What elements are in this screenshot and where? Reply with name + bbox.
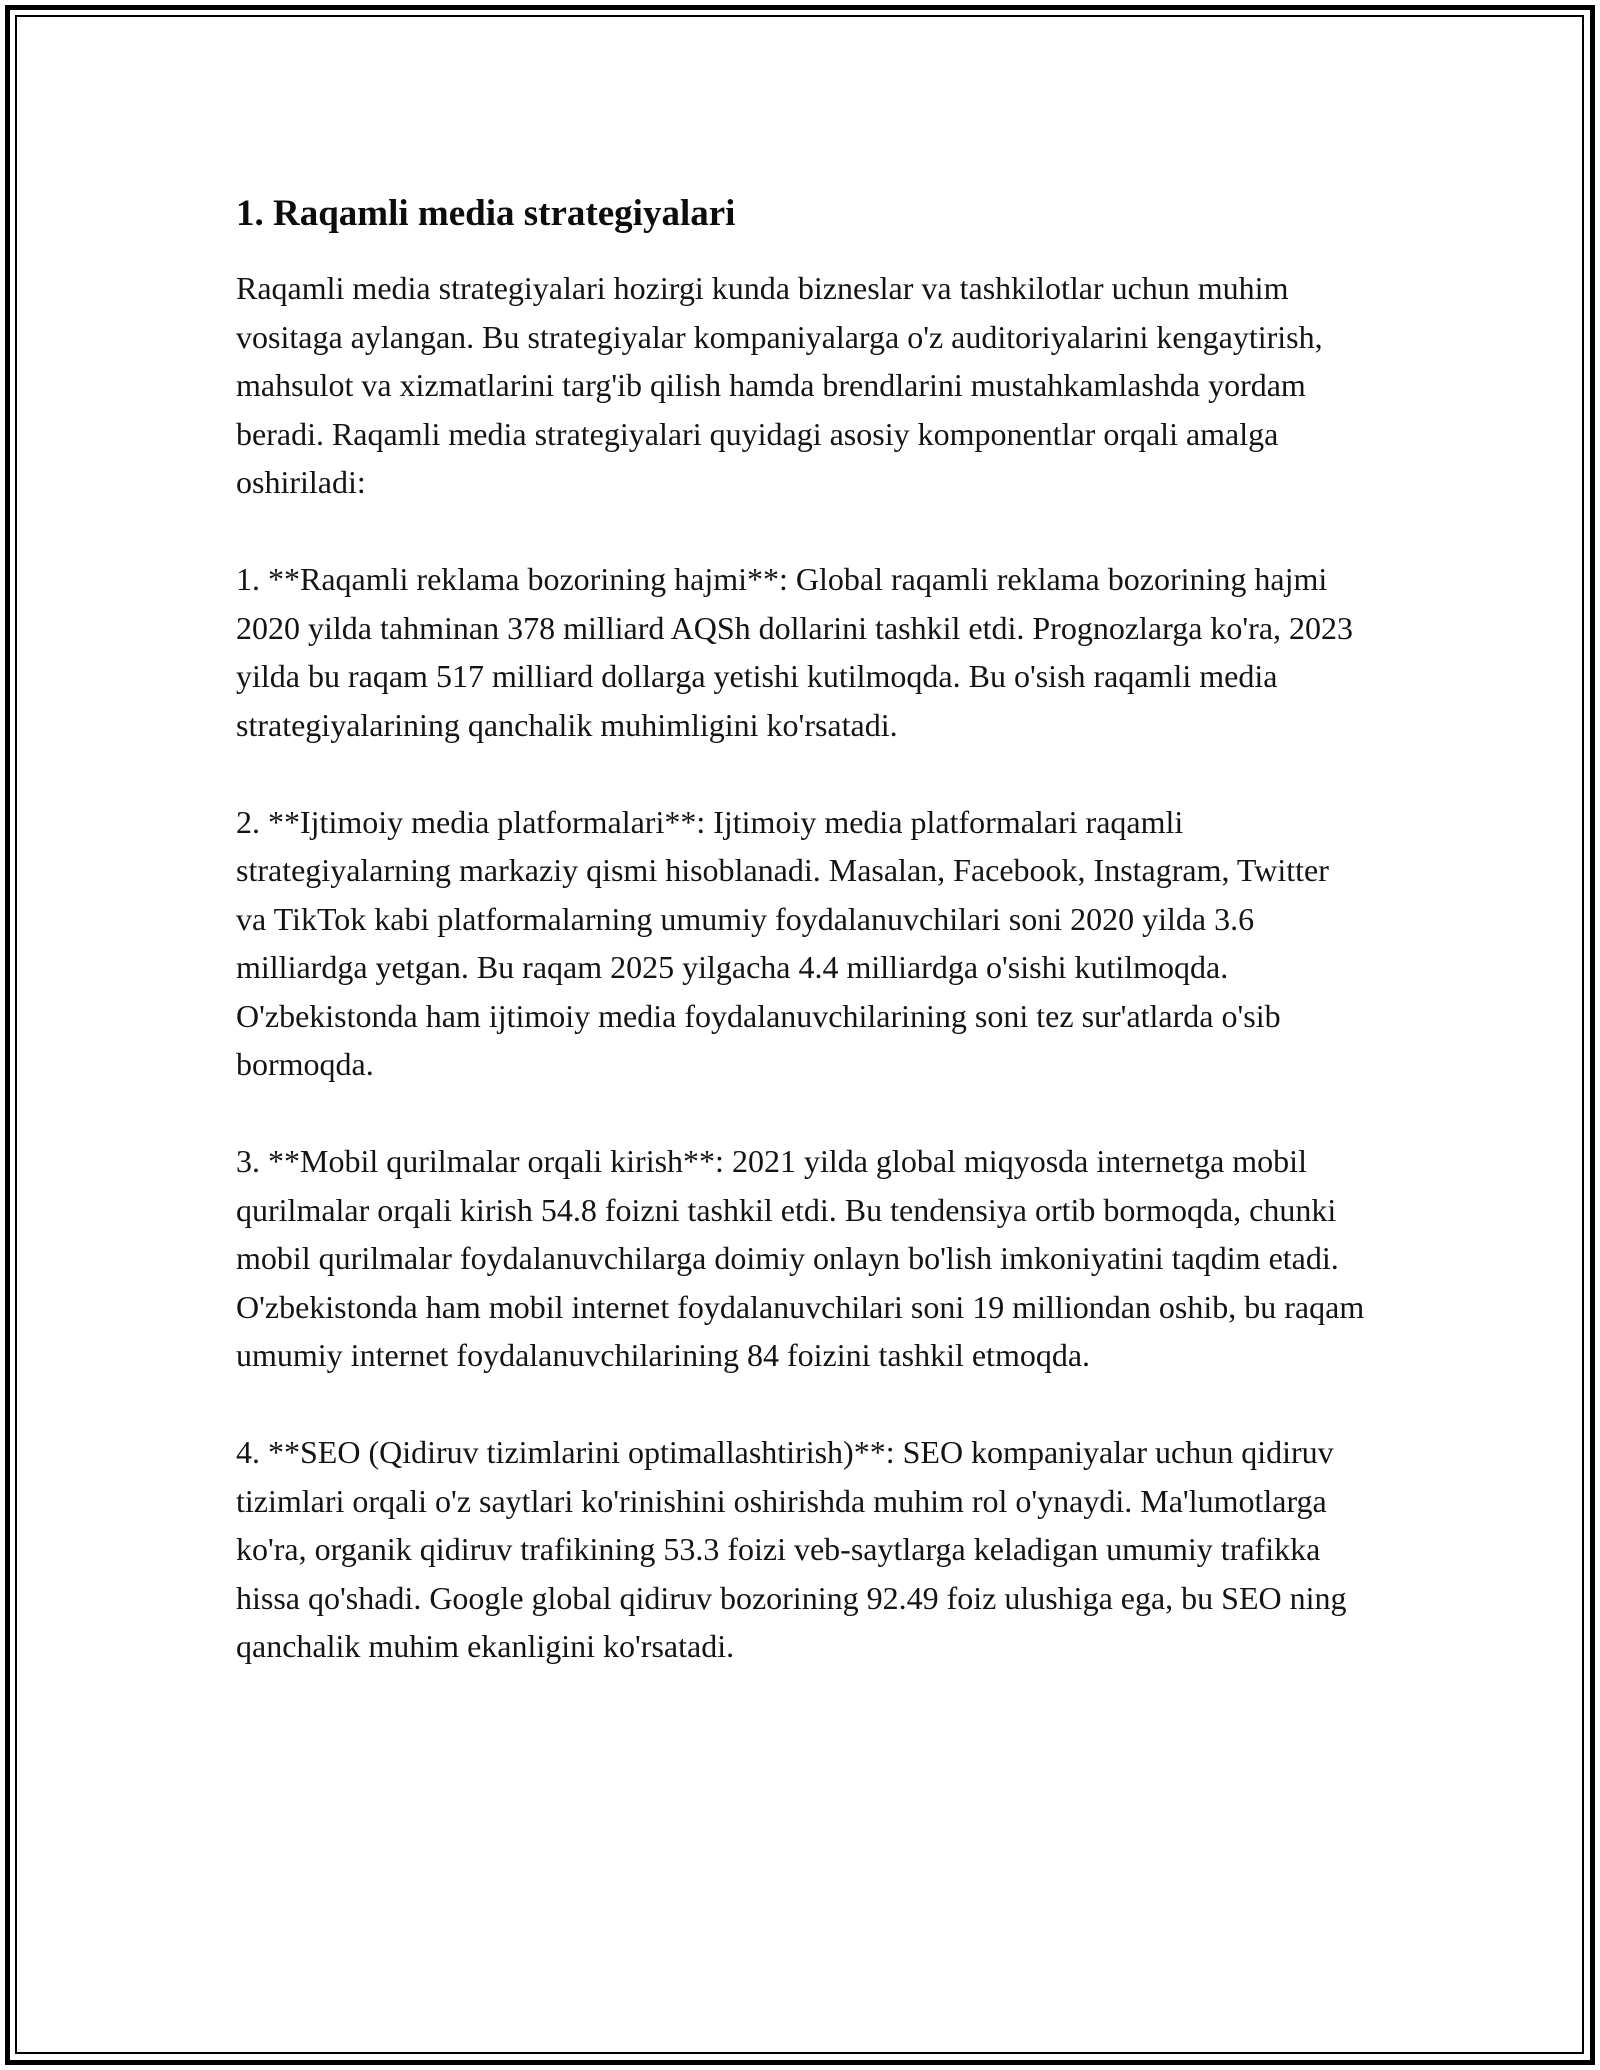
section-heading: 1. Raqamli media strategiyalari [236,193,736,234]
document-body [236,190,1366,1671]
list-item-mobile-access: 3. **Mobil qurilmalar orqali kirish**: 2021 yilda global miqyosda internetga mobil qurilmalar orqali kirish 54.8 foizni tashkil etdi. Bu tendensiya ortib bormoqda, chunki mobil qurilmalar foydalanuvchilarga doimiy onlayn bo'lish imkoniyatini taqdim etadi. O'zbekistonda ham mobil internet foydalanuvchilari soni 19 milliondan oshib, bu raqam umumiy internet foydalanuvchilarining 84 foizini tashkil etmoqda. [236,1143,1365,1373]
list-item-ad-market: 1. **Raqamli reklama bozorining hajmi**: Global raqamli reklama bozorining hajmi 2020 yilda tahminan 378 milliard AQSh dollarini tashkil etdi. Prognozlarga ko'ra, 2023 yilda bu raqam 517 milliard dollarga yetishi kutilmoqda. Bu o'sish raqamli media strategiyalarining qanchalik muhimligini ko'rsatadi. [236,561,1354,743]
list-item-seo: 4. **SEO (Qidiruv tizimlarini optimallashtirish)**: SEO kompaniyalar uchun qidiruv tizimlari orqali o'z saytlari ko'rinishini oshirishda muhim rol o'ynaydi. Ma'lumotlarga ko'ra, organik qidiruv trafikining 53.3 foizi veb-saytlarga keladigan umumiy trafikka hissa qo'shadi. Google global qidiruv bozorining 92.49 foiz ulushiga ega, bu SEO ning qanchalik muhim ekanligini ko'rsatadi. [236,1434,1347,1664]
intro-paragraph: Raqamli media strategiyalari hozirgi kunda bizneslar va tashkilotlar uchun muhim vositaga aylangan. Bu strategiyalar kompaniyalarga o'z auditoriyalarini kengaytirish, mahsulot va xizmatlarini targ'ib qilish hamda brendlarini mustahkamlashda yordam beradi. Raqamli media strategiyalari quyidagi asosiy komponentlar orqali amalga oshiriladi: [236,270,1323,500]
list-item-social-media: 2. **Ijtimoiy media platformalari**: Ijtimoiy media platformalari raqamli strategiyalarning markaziy qismi hisoblanadi. Masalan, Facebook, Instagram, Twitter va TikTok kabi platformalarning umumiy foydalanuvchilari soni 2020 yilda 3.6 milliardga yetgan. Bu raqam 2025 yilgacha 4.4 milliardga o'sishi kutilmoqda. O'zbekistonda ham ijtimoiy media foydalanuvchilarining soni tez sur'atlarda o'sib bormoqda. [236,803,1329,1082]
